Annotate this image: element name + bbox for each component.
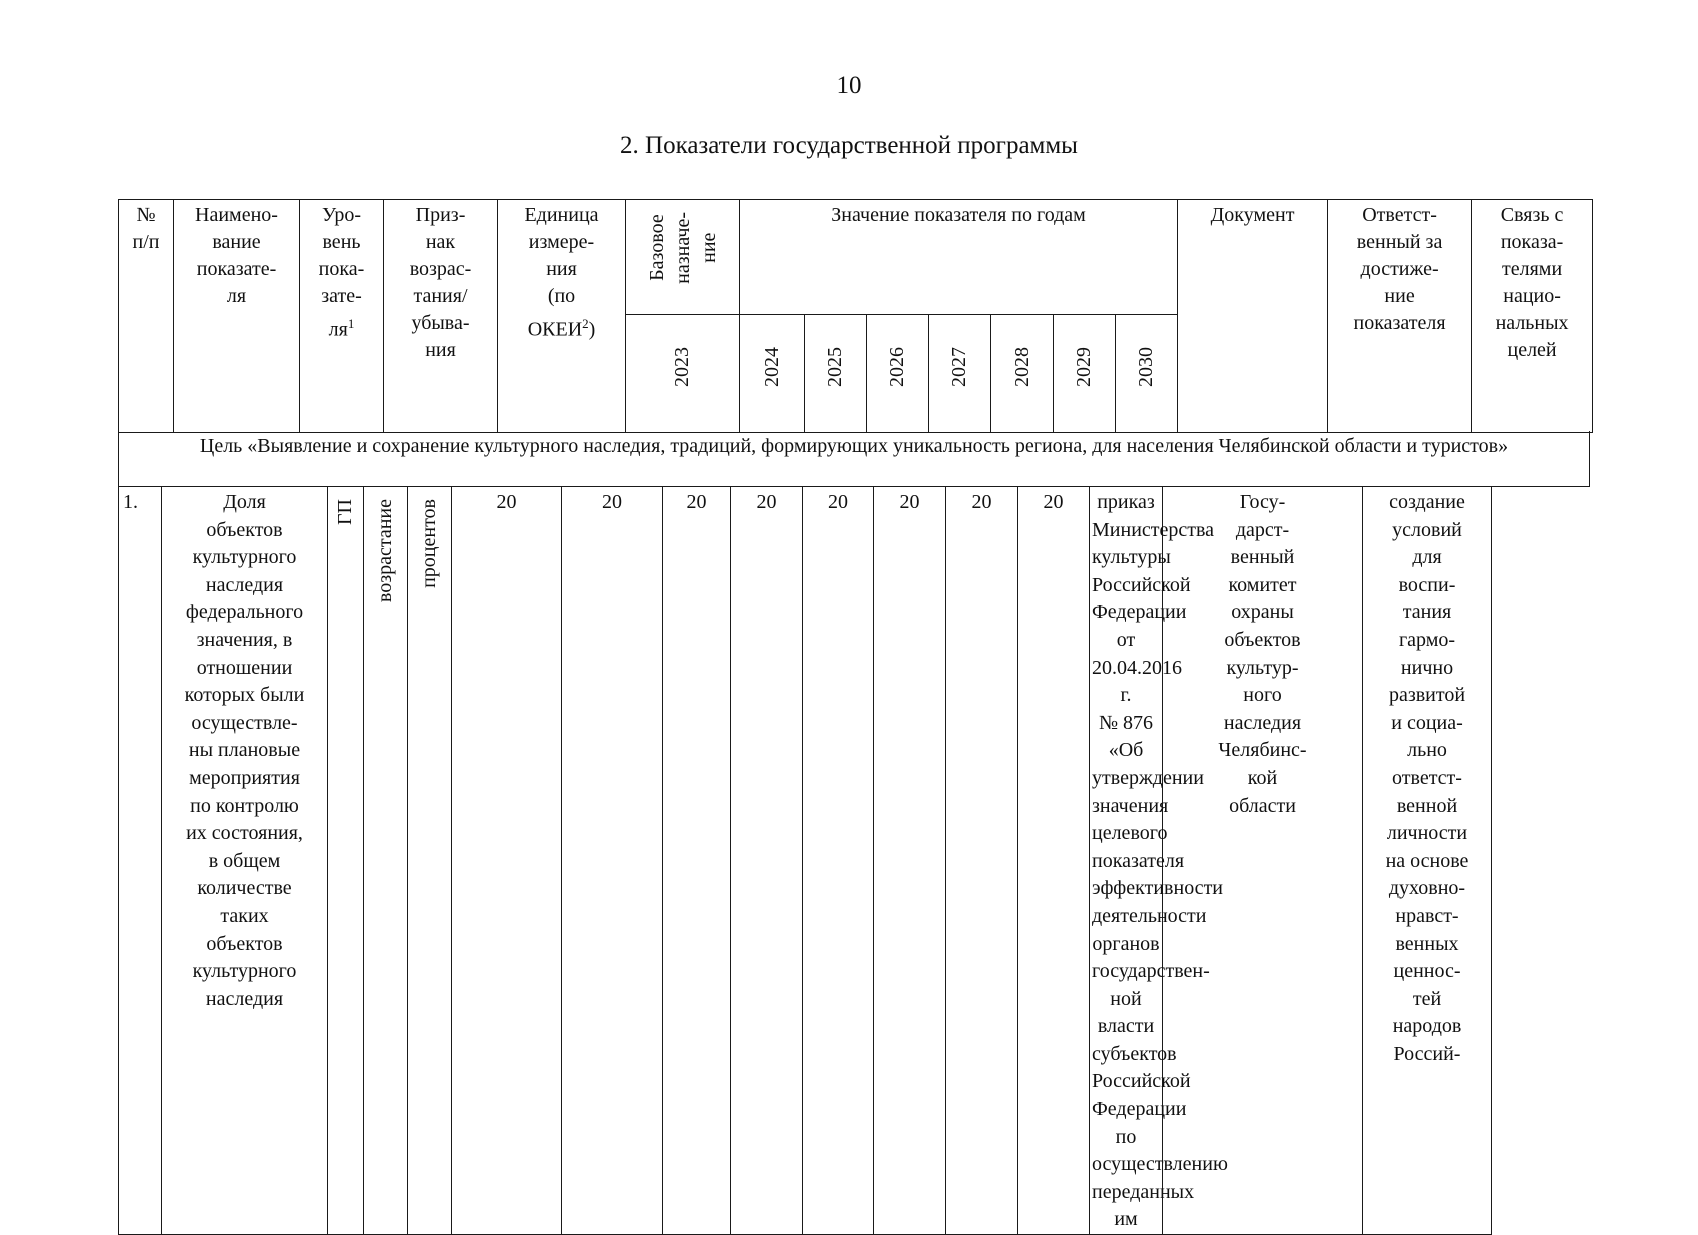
row-trend: возрастание	[364, 487, 408, 1235]
row-document: приказ Министерства культуры Российской Федерации от 20.04.2016 г. № 876 «Об утверждении значения целевого показателя эффективности деятельности органов государствен- ной власти субъектов Российской Федерации по осуществлению переданных им	[1090, 487, 1163, 1235]
header-year: 2025	[805, 315, 867, 433]
row-value: 20	[452, 487, 562, 1235]
header-document: Документ	[1178, 200, 1328, 433]
table-header	[118, 199, 1593, 433]
header-year: 2030	[1116, 315, 1178, 433]
row-value: 20	[803, 487, 874, 1235]
row-indicator-name: Доля объектов культурного наследия федерального значения, в отношении которых были осуществле- ны плановые мероприятия по контролю их состояния, в общем количестве таких объектов культурного наследия	[162, 487, 328, 1235]
header-year-base: 2023	[626, 315, 740, 433]
row-value: 20	[874, 487, 946, 1235]
table-body	[118, 487, 1613, 1235]
header-level: Уро- вень пока- зате- $ля^1$	[300, 200, 384, 433]
page-number: 10	[836, 72, 862, 99]
header-unit: Единица измере- ния (по ОКЕИ$^2$)	[498, 200, 626, 433]
header-responsible: Ответст- венный за достиже- ние показателя	[1328, 200, 1472, 433]
section-title: 2. Показатели государственной программы	[620, 132, 1078, 159]
header-year: 2029	[1054, 315, 1116, 433]
header-year: 2027	[929, 315, 991, 433]
row-value: 20	[946, 487, 1018, 1235]
footnote-1: 1	[347, 316, 355, 331]
row-value: 20	[562, 487, 663, 1235]
header-name: Наимено- вание показате- ля	[174, 200, 300, 433]
header-year: 2028	[991, 315, 1054, 433]
goal-row: Цель «Выявление и сохранение культурного наследия, традиций, формирующих уникальность региона, для населения Челябинской области и туристов»	[118, 431, 1590, 487]
row-value: 20	[731, 487, 803, 1235]
row-unit: процентов	[408, 487, 452, 1235]
table-row	[119, 487, 1613, 1235]
indicators-table	[118, 199, 1592, 1231]
row-level: ГП	[328, 487, 364, 1235]
header-trend: Приз- нак возрас- тания/ убыва- ния	[384, 200, 498, 433]
row-national-goals: создание условий для воспи- тания гармо- нично развитой и социа- льно ответст- венной личности на основе духовно- нравст- венных ценнос- тей народов Россий-	[1363, 487, 1492, 1235]
row-responsible: Госу- дарст- венный комитет охраны объектов культур- ного наследия Челябинс- кой области	[1163, 487, 1363, 1235]
header-year: 2026	[867, 315, 929, 433]
footnote-2: 2	[582, 316, 589, 331]
header-year: 2024	[740, 315, 805, 433]
row-value: 20	[1018, 487, 1090, 1235]
header-values-by-year: Значение показателя по годам	[740, 200, 1178, 315]
header-national-goals: Связь с показа- телями нацио- нальных целей	[1472, 200, 1593, 433]
header-base-value: Базовое назначе- ние	[626, 200, 740, 315]
row-num: 1.	[119, 487, 162, 1235]
header-num: № п/п	[119, 200, 174, 433]
row-value: 20	[663, 487, 731, 1235]
